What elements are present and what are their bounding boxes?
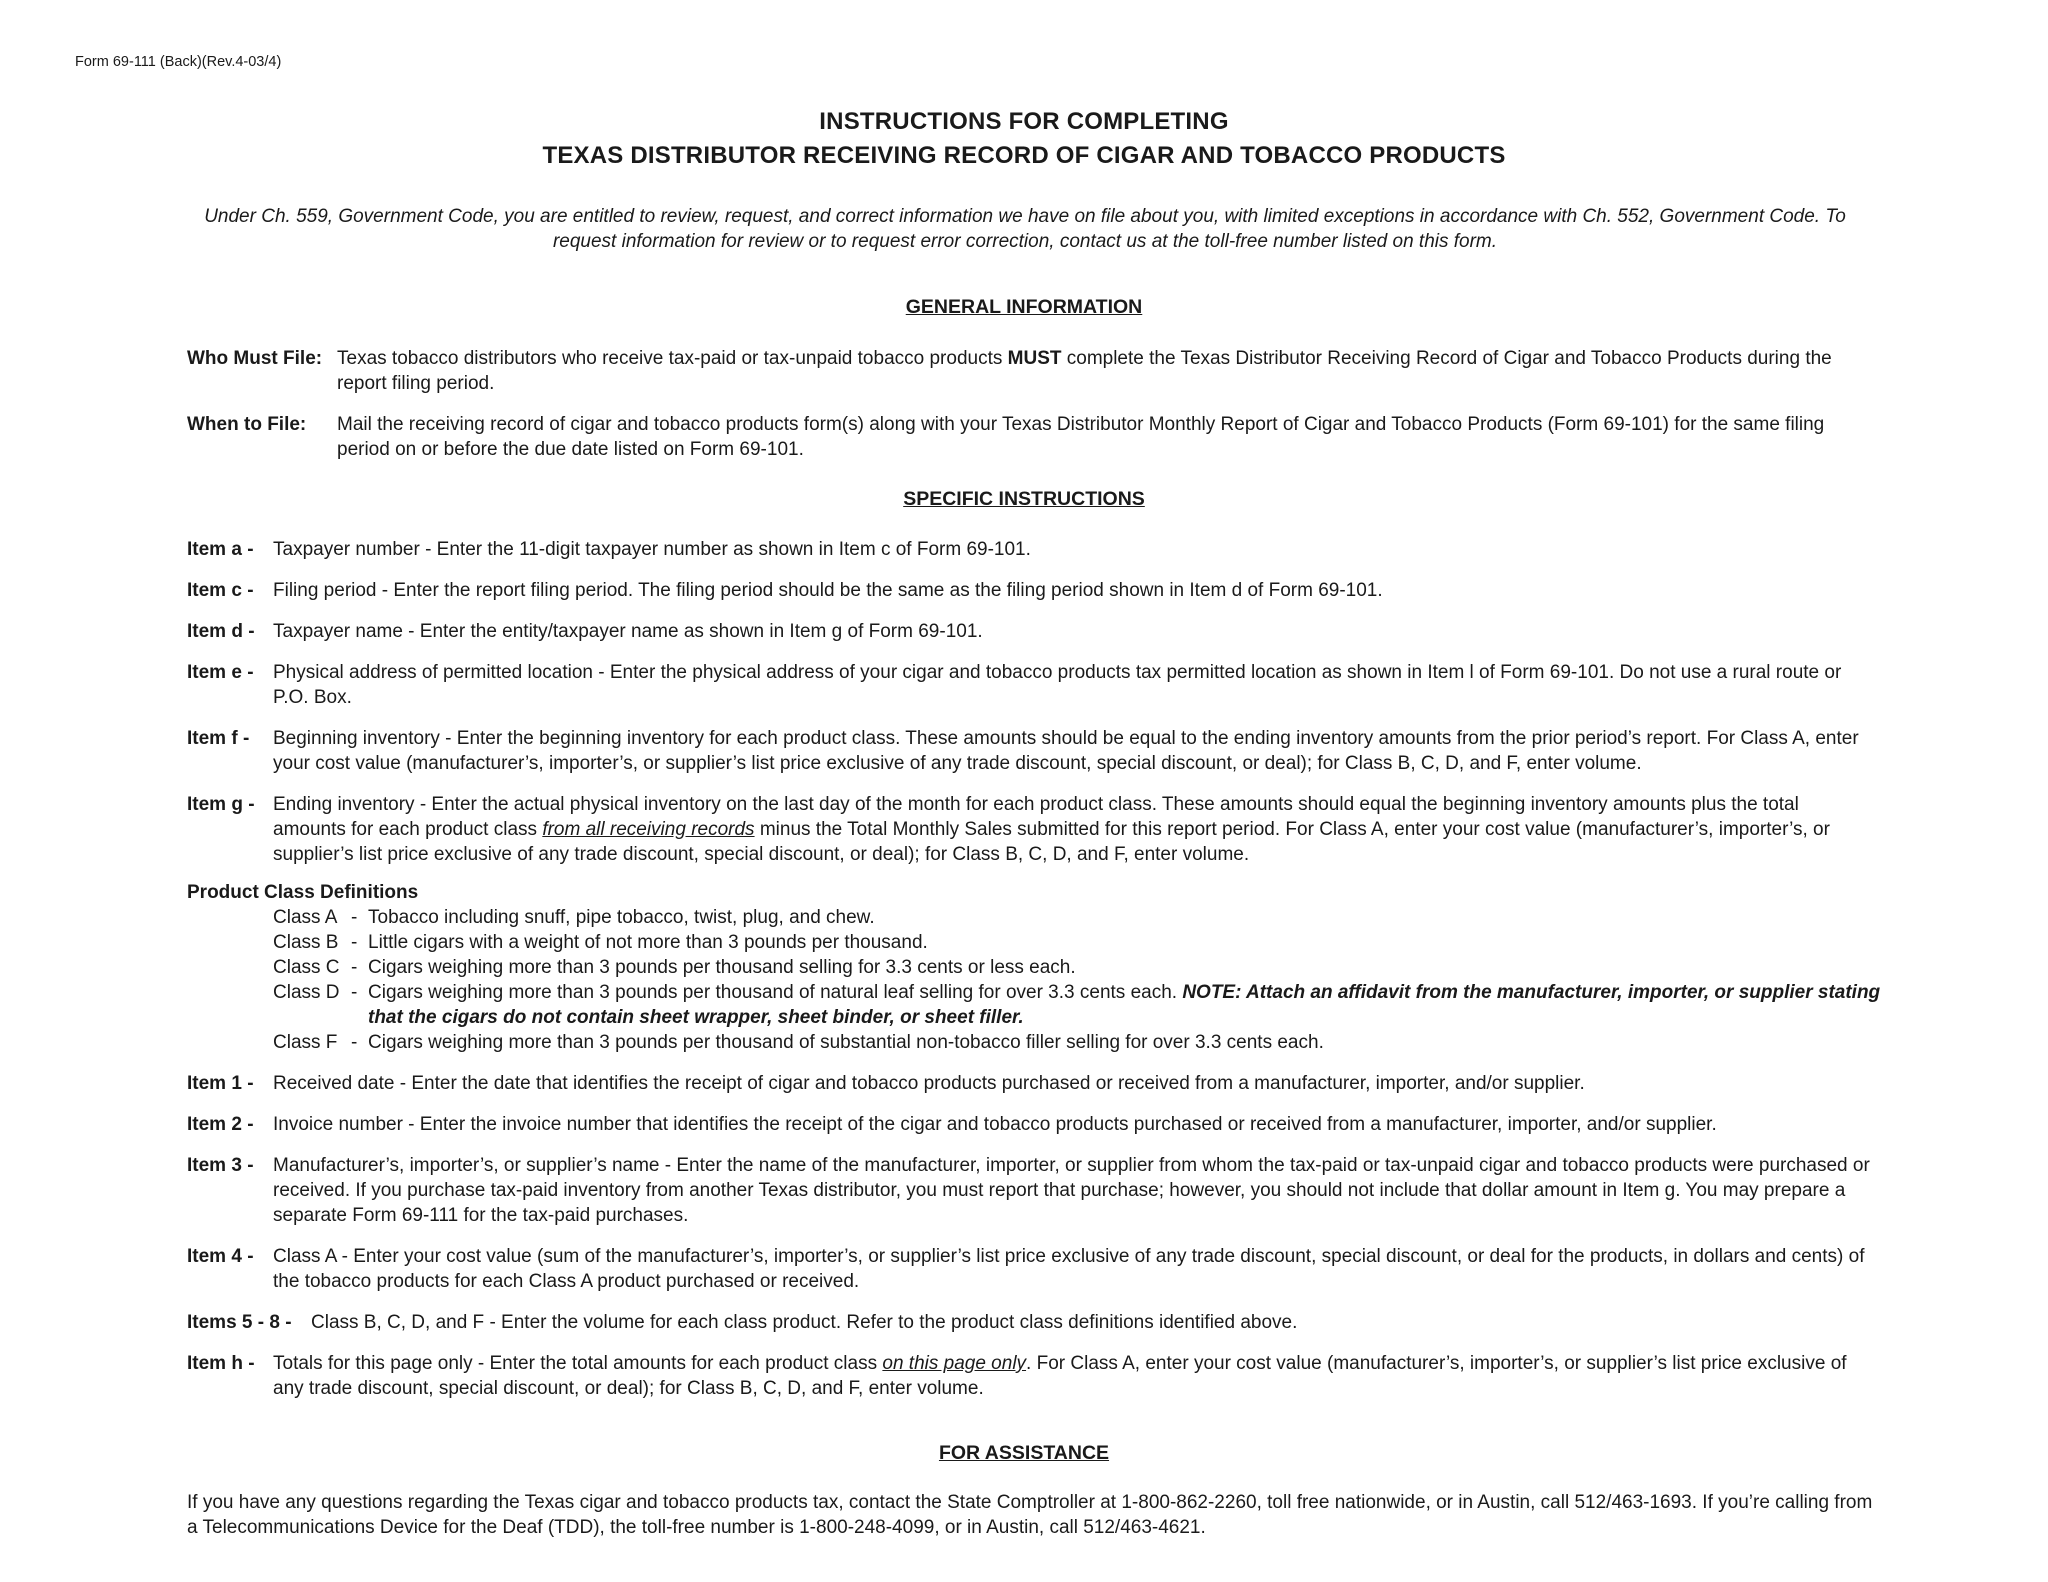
item-h-text: Totals for this page only - Enter the total amounts for each product class on this page only. For Class A, enter your cost value (manufacturer’s, importer’s, or supplier’s list price exclusive of any trade discount, special discount, or deal); for Class B, C, D, and F, enter volume. [273, 1353, 1847, 1399]
item-4-text: Class A - Enter your cost value (sum of the manufacturer’s, importer’s, or supplier’s list price exclusive of any trade discount, special discount, or deal for the products, in dollars and cents) of the tobacco products for each Class A product purchased or received. [273, 1246, 1865, 1292]
title-block [0, 105, 2048, 173]
item-e-label: Item e - [187, 662, 254, 683]
for-assistance-heading: FOR ASSISTANCE [938, 1442, 1110, 1464]
class-c-name: Class C [273, 957, 340, 978]
class-d-desc: Cigars weighing more than 3 pounds per thousand of natural leaf selling for over 3.3 cents each. NOTE: Attach an affidavit from the manufacturer, importer, or supplier stating that the cigars do not contain sheet wrapper, sheet binder, or sheet filler. [368, 982, 1881, 1028]
item-d-label: Item d - [187, 621, 255, 642]
class-f-name: Class F [273, 1032, 338, 1053]
item-f-text: Beginning inventory - Enter the beginning inventory for each product class. These amounts should be equal to the ending inventory amounts from the prior period’s report. For Class A, enter your cost value (manufacturer’s, importer’s, or supplier’s list price exclusive of any trade discount, special discount, or deal); for Class B, C, D, and F, enter volume. [273, 728, 1859, 774]
privacy-notice: Under Ch. 559, Government Code, you are entitled to review, request, and correct information we have on file about you, with limited exceptions in accordance with Ch. 552, Government Code. To request information for review or to request error correction, contact us at the toll-free number listed on this form. [204, 206, 1846, 252]
item-c-text: Filing period - Enter the report filing period. The filing period should be the same as the filing period shown in Item d of Form 69-101. [273, 580, 1383, 601]
class-f-desc: Cigars weighing more than 3 pounds per thousand of substantial non-tobacco filler selling for over 3.3 cents each. [368, 1032, 1324, 1053]
item-g-label: Item g - [187, 794, 255, 815]
item-1-label: Item 1 - [187, 1073, 254, 1094]
item-e-text: Physical address of permitted location - Enter the physical address of your cigar and tobacco products tax permitted location as shown in Item l of Form 69-101. Do not use a rural route or P.O. Box. [273, 662, 1842, 708]
when-to-file-text: Mail the receiving record of cigar and tobacco products form(s) along with your Texas Distributor Monthly Report of Cigar and Tobacco Products (Form 69-101) for the same filing period on or before the due date listed on Form 69-101. [337, 414, 1825, 460]
item-d-text: Taxpayer name - Enter the entity/taxpayer name as shown in Item g of Form 69-101. [273, 621, 983, 642]
class-d-name: Class D [273, 982, 340, 1003]
item-a-label: Item a - [187, 539, 254, 560]
who-must-file-label: Who Must File: [187, 348, 323, 369]
class-b-desc: Little cigars with a weight of not more than 3 pounds per thousand. [368, 932, 928, 953]
item-3-label: Item 3 - [187, 1155, 254, 1176]
item-2-label: Item 2 - [187, 1114, 254, 1135]
class-b-name: Class B [273, 932, 339, 953]
item-2-text: Invoice number - Enter the invoice number that identifies the receipt of the cigar and tobacco products purchased or received from a manufacturer, importer, and/or supplier. [273, 1114, 1717, 1135]
form-id: Form 69-111 (Back)(Rev.4-03/4) [75, 54, 282, 70]
title-line-1: INSTRUCTIONS FOR COMPLETING [819, 108, 1229, 135]
class-c-desc: Cigars weighing more than 3 pounds per thousand selling for 3.3 cents or less each. [368, 957, 1076, 978]
when-to-file-label: When to File: [187, 414, 307, 435]
specific-instructions-heading: SPECIFIC INSTRUCTIONS [903, 488, 1145, 510]
title-line-2: TEXAS DISTRIBUTOR RECEIVING RECORD OF CIGAR AND TOBACCO PRODUCTS [542, 142, 1506, 169]
item-1-text: Received date - Enter the date that identifies the receipt of cigar and tobacco products purchased or received from a manufacturer, importer, and/or supplier. [273, 1073, 1585, 1094]
items-5-8-text: Class B, C, D, and F - Enter the volume for each class product. Refer to the product class definitions identified above. [311, 1312, 1298, 1333]
general-information-heading: GENERAL INFORMATION [905, 296, 1143, 318]
product-class-definitions-heading: Product Class Definitions [187, 882, 419, 903]
class-a-desc: Tobacco including snuff, pipe tobacco, twist, plug, and chew. [368, 907, 875, 928]
item-a-text: Taxpayer number - Enter the 11-digit taxpayer number as shown in Item c of Form 69-101. [273, 539, 1031, 560]
item-h-label: Item h - [187, 1353, 255, 1374]
item-g-text: Ending inventory - Enter the actual physical inventory on the last day of the month for each product class. These amounts should equal the beginning inventory amounts plus the total amounts for each product class from all receiving records minus the Total Monthly Sales submitted for this report period. For Class A, enter your cost value (manufacturer’s, importer’s, or supplier’s list price exclusive of any trade discount, special discount, or deal); for Class B, C, D, and F, enter volume. [273, 794, 1830, 865]
who-must-file-text: Texas tobacco distributors who receive tax-paid or tax-unpaid tobacco products MUST complete the Texas Distributor Receiving Record of Cigar and Tobacco Products during the report filing period. [337, 348, 1832, 394]
item-3-text: Manufacturer’s, importer’s, or supplier’s name - Enter the name of the manufacturer, importer, or supplier from whom the tax-paid or tax-unpaid cigar and tobacco products were purchased or received. If you purchase tax-paid inventory from another Texas distributor, you must report that purchase; however, you should not include that dollar amount in Item g. You may prepare a separate Form 69-111 for the tax-paid purchases. [273, 1155, 1870, 1226]
class-a-name: Class A [273, 907, 338, 928]
items-5-8-label: Items 5 - 8 - [187, 1312, 292, 1333]
item-4-label: Item 4 - [187, 1246, 254, 1267]
assistance-text: If you have any questions regarding the Texas cigar and tobacco products tax, contact the State Comptroller at 1-800-862-2260, toll free nationwide, or in Austin, call 512/463-1693. If you’re calling from a Telecommunications Device for the Deaf (TDD), the toll-free number is 1-800-248-4099, or in Austin, call 512/463-4621. [187, 1492, 1873, 1538]
item-f-label: Item f - [187, 728, 250, 749]
item-c-label: Item c - [187, 580, 254, 601]
class-d-note: NOTE: Attach an affidavit from the manufacturer, importer, or supplier stating that the cigars do not contain sheet wrapper, sheet binder, or sheet filler. [368, 982, 1881, 1028]
